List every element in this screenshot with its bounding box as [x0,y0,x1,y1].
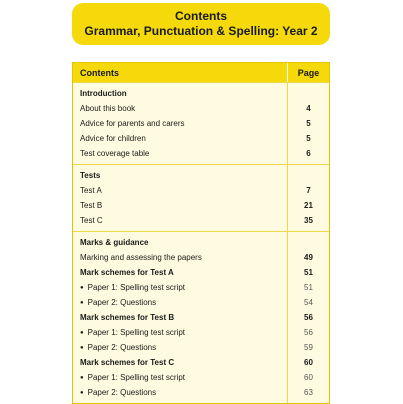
page-number: 5 [306,119,311,128]
row-label: Mark schemes for Test B [80,313,175,322]
bullet-item-label: ● Paper 1: Spelling test script [73,373,288,382]
row-label: Mark schemes for Test A [80,268,174,277]
table-row [73,355,329,370]
page-number: 4 [306,104,311,113]
table-row [73,213,329,228]
page-number: 5 [306,134,311,143]
page-number: 51 [304,283,313,292]
table-section [73,164,329,231]
contents-table [72,62,330,404]
page-number: 35 [304,216,313,225]
row-label: Tests [80,171,101,180]
section-heading [73,86,329,101]
table-row [73,295,329,310]
bullet-item-label: ● Paper 1: Spelling test script [73,283,288,292]
page-number: 60 [304,373,313,382]
row-label: Test coverage table [80,149,150,158]
table-row [73,146,329,161]
table-row [73,198,329,213]
table-row [73,385,329,400]
page-number: 51 [304,268,313,277]
page-number: 59 [304,343,313,352]
title-banner [72,3,330,45]
table-section [73,82,329,164]
page-title: Contents [175,9,227,23]
page-number: 21 [304,201,313,210]
table-header [73,63,329,82]
table-row [73,310,329,325]
table-row [73,116,329,131]
table-row [73,340,329,355]
table-row [73,265,329,280]
table-row [73,250,329,265]
section-heading [73,168,329,183]
page-number: 60 [304,358,313,367]
table-body [73,82,329,403]
header-page: Page [287,63,329,82]
bullet-item-label: ● Paper 2: Questions [73,388,288,397]
page-number: 54 [304,298,313,307]
table-row [73,131,329,146]
page-number: 49 [304,253,313,262]
table-row [73,101,329,116]
page-number: 63 [304,388,313,397]
page-number: 56 [304,313,313,322]
bullet-item-label: ● Paper 2: Questions [73,343,288,352]
table-row [73,370,329,385]
row-label: Marking and assessing the papers [80,253,202,262]
row-label: Introduction [80,89,127,98]
row-label: Test A [80,186,102,195]
row-label: About this book [80,104,136,113]
page-subtitle: Grammar, Punctuation & Spelling: Year 2 [84,24,318,38]
section-heading [73,235,329,250]
row-label: Test B [80,201,103,210]
page-number: 7 [306,186,311,195]
row-label: Test C [80,216,103,225]
header-contents: Contents [80,67,119,78]
column-divider [287,82,288,403]
row-label: Marks & guidance [80,238,149,247]
table-row [73,183,329,198]
table-row [73,325,329,340]
page-number: 6 [306,149,311,158]
page-number: 56 [304,328,313,337]
bullet-item-label: ● Paper 2: Questions [73,298,288,307]
row-label: Advice for children [80,134,146,143]
bullet-item-label: ● Paper 1: Spelling test script [73,328,288,337]
row-label: Advice for parents and carers [80,119,185,128]
table-section [73,231,329,403]
row-label: Mark schemes for Test C [80,358,175,367]
table-row [73,280,329,295]
